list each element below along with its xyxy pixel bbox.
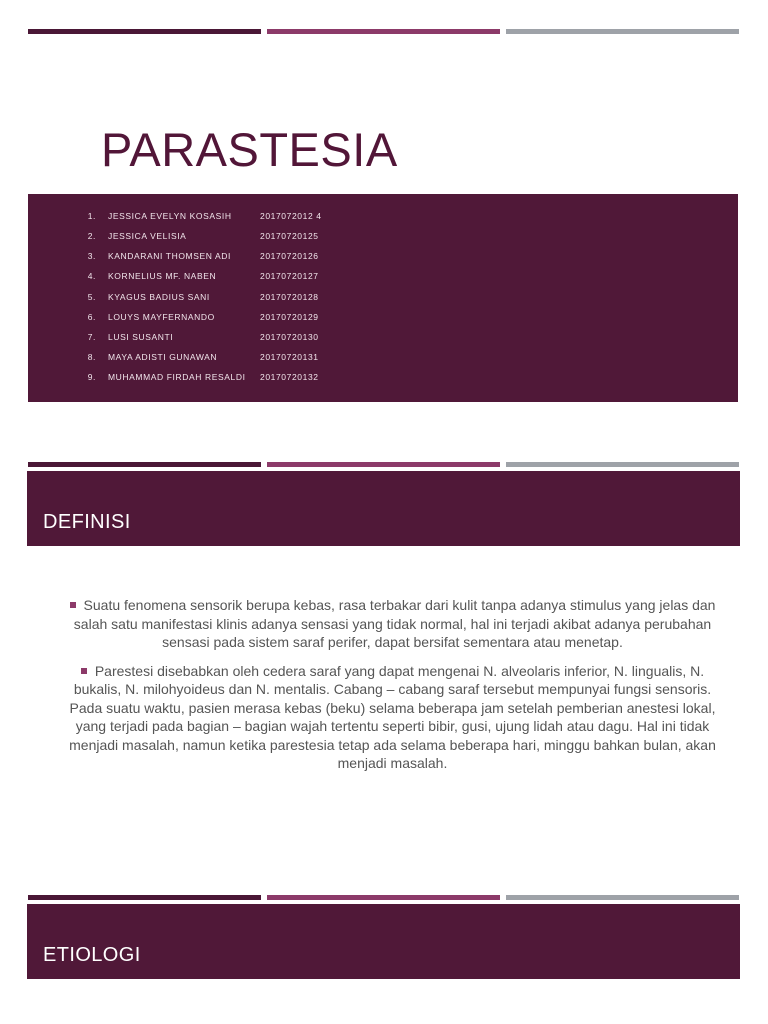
- list-item: [28, 372, 738, 392]
- bullet-text: Suatu fenomena sensorik berupa kebas, rasa terbakar dari kulit tanpa adanya stimulus yang jelas dan salah satu manifestasi klinis adanya sensasi yang tidak normal, hal ini terjadi akibat adanya perubahan sensasi pada sistem saraf perifer, dapat bersifat sementara atau menetap.: [73, 597, 716, 650]
- bullet-text: Parestesi disebabkan oleh cedera saraf yang dapat mengenai N. alveolaris inferior, N. lingualis, N. bukalis, N. milohyoideus dan N. mentalis. Cabang – cabang saraf tersebut mempunyai fungsi sensoris. Pada suatu waktu, pasien merasa kebas (beku) selama beberapa jam setelah pemberian anestesi lokal, yang terjadi pada bagian – bagian wajah tertentu seperti bibir, gusi, ujung lidah atau dagu. Hal ini tidak menjadi masalah, namun ketika parestesia tetap ada selama beberapa hari, minggu bahkan bulan, akan menjadi masalah.: [69, 662, 716, 771]
- page-title: PARASTESIA: [101, 123, 398, 176]
- member-name: LUSI SUSANTI: [108, 332, 174, 342]
- divider-bar-dark: [28, 462, 261, 467]
- member-number: 8.: [87, 352, 96, 362]
- member-number: 5.: [87, 292, 96, 302]
- member-name: LOUYS MAYFERNANDO: [108, 312, 215, 322]
- divider-bar-mauve: [267, 895, 500, 900]
- bullet-item: [60, 596, 725, 652]
- square-bullet-icon: [81, 668, 87, 674]
- section-header-definisi: [27, 471, 740, 546]
- member-number: 4.: [87, 271, 96, 281]
- member-number: 7.: [87, 332, 96, 342]
- member-id: 20170720125: [260, 231, 319, 241]
- list-item: [28, 211, 738, 231]
- list-item: [28, 231, 738, 251]
- list-item: [28, 251, 738, 271]
- member-id: 2017072012 4: [260, 211, 322, 221]
- member-name: JESSICA VELISIA: [108, 231, 187, 241]
- definition-bullets: [60, 596, 725, 783]
- member-id: 20170720126: [260, 251, 319, 261]
- member-list: [28, 194, 738, 402]
- member-id: 20170720132: [260, 372, 319, 382]
- member-number: 1.: [87, 211, 96, 221]
- divider-bar-mauve: [267, 462, 500, 467]
- member-id: 20170720129: [260, 312, 319, 322]
- divider-bar-gray: [506, 895, 739, 900]
- member-name: KORNELIUS MF. NABEN: [108, 271, 217, 281]
- divider-bar-gray: [506, 29, 739, 34]
- divider-bar-gray: [506, 462, 739, 467]
- list-item: [28, 332, 738, 352]
- member-id: 20170720128: [260, 292, 319, 302]
- divider-bar-mauve: [267, 29, 500, 34]
- member-name: KYAGUS BADIUS SANI: [108, 292, 210, 302]
- member-number: 9.: [87, 372, 96, 382]
- section-title: ETIOLOGI: [43, 944, 141, 966]
- member-name: JESSICA EVELYN KOSASIH: [108, 211, 232, 221]
- member-number: 3.: [87, 251, 96, 261]
- bullet-item: [60, 662, 725, 773]
- member-id: 20170720127: [260, 271, 319, 281]
- list-item: [28, 292, 738, 312]
- list-item: [28, 312, 738, 332]
- list-item: [28, 352, 738, 372]
- section-header-etiologi: [27, 904, 740, 979]
- divider-bar-dark: [28, 895, 261, 900]
- member-number: 6.: [87, 312, 96, 322]
- member-id: 20170720131: [260, 352, 319, 362]
- divider-bar-dark: [28, 29, 261, 34]
- member-id: 20170720130: [260, 332, 319, 342]
- member-name: KANDARANI THOMSEN ADI: [108, 251, 231, 261]
- member-name: MAYA ADISTI GUNAWAN: [108, 352, 218, 362]
- section-title: DEFINISI: [43, 511, 131, 533]
- square-bullet-icon: [70, 602, 76, 608]
- member-number: 2.: [87, 231, 96, 241]
- member-name: MUHAMMAD FIRDAH RESALDI: [108, 372, 246, 382]
- list-item: [28, 271, 738, 291]
